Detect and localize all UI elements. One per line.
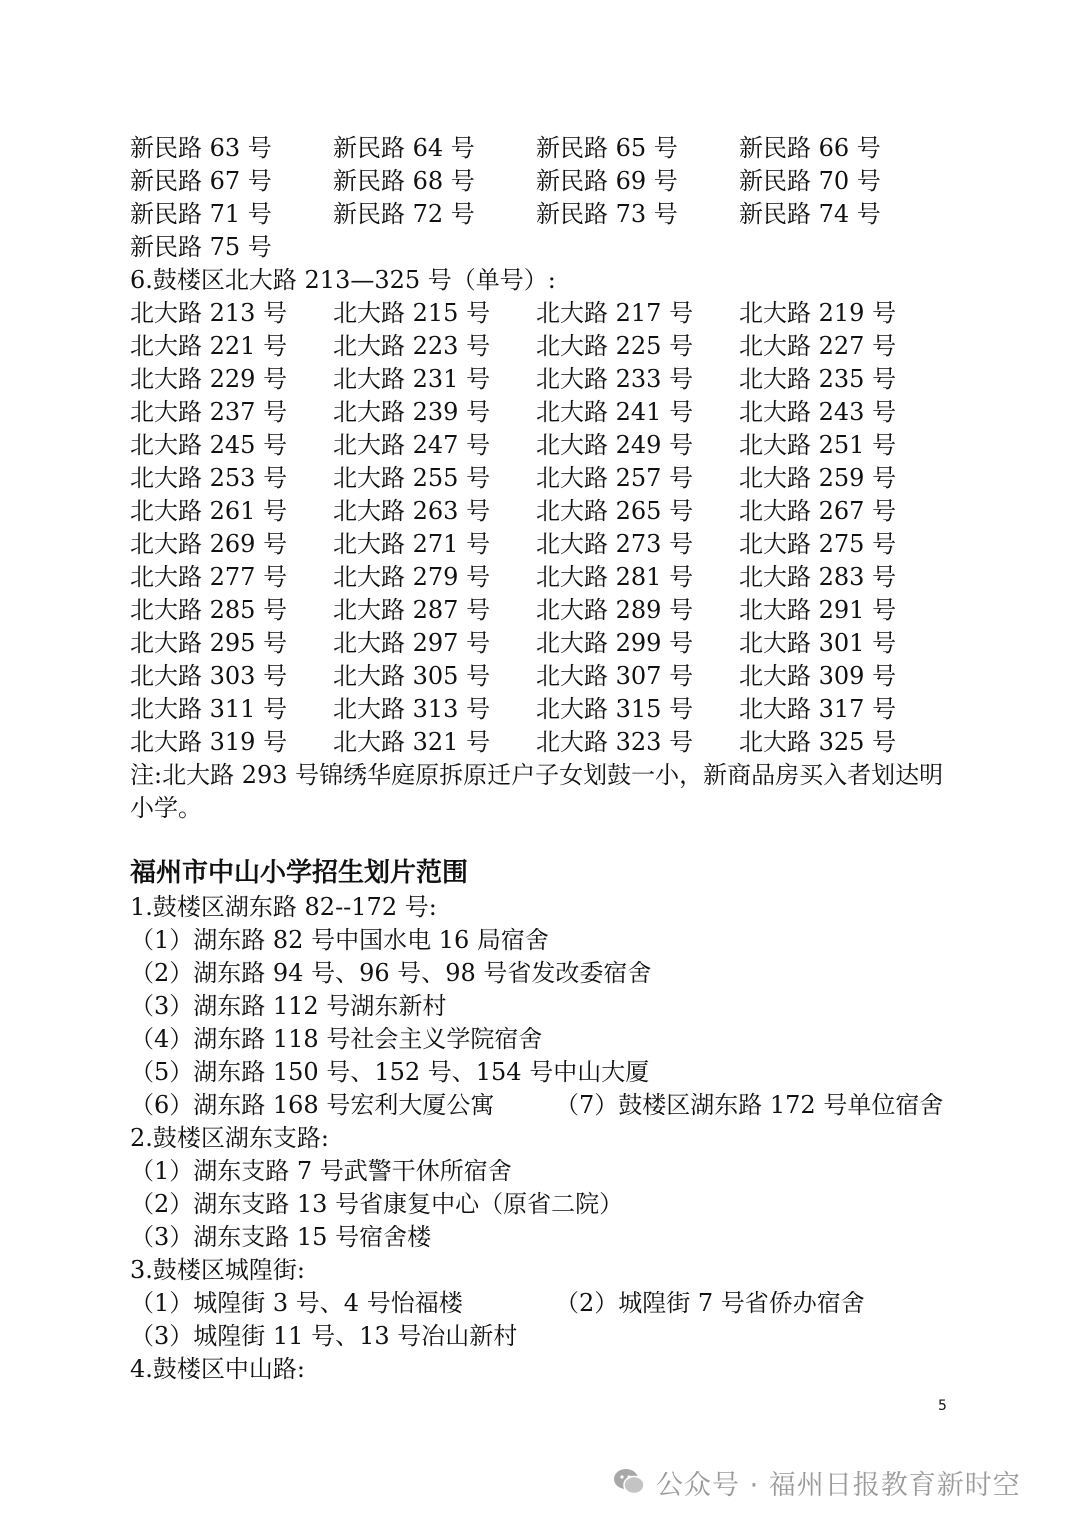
beida-road-address: 北大路 301 号 xyxy=(739,629,897,657)
beida-road-address: 北大路 289 号 xyxy=(536,596,694,624)
zhongshan-range-item: （5）湖东路 150 号、152 号、154 号中山大厦 xyxy=(130,1058,650,1086)
beida-road-address: 北大路 241 号 xyxy=(536,398,694,426)
zhongshan-range-item: （4）湖东路 118 号社会主义学院宿舍 xyxy=(130,1025,543,1053)
beida-road-address: 北大路 277 号 xyxy=(130,563,288,591)
beida-road-address: 北大路 273 号 xyxy=(536,530,694,558)
zhongshan-range-item: （3）城隍街 11 号、13 号冶山新村 xyxy=(130,1322,518,1350)
beida-road-address: 北大路 283 号 xyxy=(739,563,897,591)
beida-road-address: 北大路 305 号 xyxy=(333,662,491,690)
zhongshan-range-item: （3）湖东路 112 号湖东新村 xyxy=(130,992,447,1020)
zhongshan-range-item: （1）湖东支路 7 号武警干休所宿舍 xyxy=(130,1157,512,1185)
beida-road-address: 北大路 319 号 xyxy=(130,728,288,756)
beida-road-address: 北大路 279 号 xyxy=(333,563,491,591)
xinmin-road-address: 新民路 67 号 xyxy=(130,167,272,195)
beida-road-address: 北大路 231 号 xyxy=(333,365,491,393)
zhongshan-range-item: （7）鼓楼区湖东路 172 号单位宿舍 xyxy=(555,1091,944,1119)
beida-road-address: 北大路 259 号 xyxy=(739,464,897,492)
wechat-official-account-icon xyxy=(612,1467,646,1497)
note-text: 注:北大路 293 号锦绣华庭原拆原迁户子女划鼓一小，新商品房买入者划达明小学。 xyxy=(130,761,944,822)
beida-road-address: 北大路 299 号 xyxy=(536,629,694,657)
zhongshan-range-item: 4.鼓楼区中山路: xyxy=(130,1355,305,1383)
beida-road-address: 北大路 281 号 xyxy=(536,563,694,591)
beida-road-address: 北大路 271 号 xyxy=(333,530,491,558)
beida-road-address: 北大路 291 号 xyxy=(739,596,897,624)
beida-road-address: 北大路 227 号 xyxy=(739,332,897,360)
xinmin-road-address: 新民路 71 号 xyxy=(130,200,272,228)
beida-road-address: 北大路 265 号 xyxy=(536,497,694,525)
beida-road-address: 北大路 307 号 xyxy=(536,662,694,690)
beida-road-address: 北大路 221 号 xyxy=(130,332,288,360)
beida-road-address: 北大路 233 号 xyxy=(536,365,694,393)
beida-road-address: 北大路 245 号 xyxy=(130,431,288,459)
xinmin-road-address: 新民路 65 号 xyxy=(536,134,678,162)
beida-road-address: 北大路 261 号 xyxy=(130,497,288,525)
beida-road-address: 北大路 275 号 xyxy=(739,530,897,558)
beida-road-address: 北大路 251 号 xyxy=(739,431,897,459)
beida-road-address: 北大路 253 号 xyxy=(130,464,288,492)
xinmin-road-address: 新民路 69 号 xyxy=(536,167,678,195)
zhongshan-range-item: （6）湖东路 168 号宏利大厦公寓 xyxy=(130,1091,495,1119)
beida-road-address: 北大路 297 号 xyxy=(333,629,491,657)
beida-road-address: 北大路 237 号 xyxy=(130,398,288,426)
beida-road-address: 北大路 247 号 xyxy=(333,431,491,459)
beida-road-address: 北大路 243 号 xyxy=(739,398,897,426)
xinmin-road-address: 新民路 66 号 xyxy=(739,134,881,162)
beida-road-address: 北大路 325 号 xyxy=(739,728,897,756)
beida-road-address: 北大路 217 号 xyxy=(536,299,694,327)
beida-road-address: 北大路 321 号 xyxy=(333,728,491,756)
beida-road-address: 北大路 239 号 xyxy=(333,398,491,426)
beida-road-address: 北大路 315 号 xyxy=(536,695,694,723)
xinmin-road-address: 新民路 72 号 xyxy=(333,200,475,228)
xinmin-road-address: 新民路 63 号 xyxy=(130,134,272,162)
beida-road-address: 北大路 313 号 xyxy=(333,695,491,723)
page-number: 5 xyxy=(938,1398,947,1414)
beida-road-address: 北大路 269 号 xyxy=(130,530,288,558)
beida-road-address: 北大路 317 号 xyxy=(739,695,897,723)
beida-road-address: 北大路 295 号 xyxy=(130,629,288,657)
beida-road-address: 北大路 303 号 xyxy=(130,662,288,690)
zhongshan-range-item: （1）湖东路 82 号中国水电 16 局宿舍 xyxy=(130,926,549,954)
beida-road-address: 北大路 249 号 xyxy=(536,431,694,459)
beida-road-address: 北大路 309 号 xyxy=(739,662,897,690)
beida-road-address: 北大路 285 号 xyxy=(130,596,288,624)
beida-road-address: 北大路 323 号 xyxy=(536,728,694,756)
beida-road-address: 北大路 213 号 xyxy=(130,299,288,327)
beida-road-address: 北大路 225 号 xyxy=(536,332,694,360)
watermark xyxy=(612,1462,1021,1502)
beida-road-address: 北大路 223 号 xyxy=(333,332,491,360)
beida-road-address: 北大路 255 号 xyxy=(333,464,491,492)
xinmin-road-address: 新民路 74 号 xyxy=(739,200,881,228)
xinmin-road-address: 新民路 68 号 xyxy=(333,167,475,195)
beida-road-address: 北大路 229 号 xyxy=(130,365,288,393)
beida-road-address: 北大路 219 号 xyxy=(739,299,897,327)
beida-road-address: 北大路 263 号 xyxy=(333,497,491,525)
zhongshan-range-item: 1.鼓楼区湖东路 82--172 号: xyxy=(130,893,437,921)
beida-road-address: 北大路 287 号 xyxy=(333,596,491,624)
zhongshan-range-item: （2）湖东支路 13 号省康复中心（原省二院） xyxy=(130,1190,624,1218)
xinmin-road-address: 新民路 64 号 xyxy=(333,134,475,162)
beida-road-address: 北大路 257 号 xyxy=(536,464,694,492)
xinmin-road-address: 新民路 75 号 xyxy=(130,233,272,261)
zhongshan-range-item: （2）湖东路 94 号、96 号、98 号省发改委宿舍 xyxy=(130,959,652,987)
xinmin-road-address: 新民路 73 号 xyxy=(536,200,678,228)
xinmin-road-address: 新民路 70 号 xyxy=(739,167,881,195)
section-6-title: 6.鼓楼区北大路 213—325 号（单号）: xyxy=(130,266,556,294)
zhongshan-range-item: （3）湖东支路 15 号宿舍楼 xyxy=(130,1223,432,1251)
zhongshan-school-title: 福州市中山小学招生划片范围 xyxy=(130,858,469,888)
beida-road-address: 北大路 235 号 xyxy=(739,365,897,393)
beida-road-address: 北大路 311 号 xyxy=(130,695,288,723)
beida-road-address: 北大路 267 号 xyxy=(739,497,897,525)
beida-road-address: 北大路 215 号 xyxy=(333,299,491,327)
zhongshan-range-item: （1）城隍街 3 号、4 号怡福楼 xyxy=(130,1289,463,1317)
watermark-text: 公众号 · 福州日报教育新时空 xyxy=(656,1469,1021,1501)
zhongshan-range-item: （2）城隍街 7 号省侨办宿舍 xyxy=(555,1289,865,1317)
zhongshan-range-item: 2.鼓楼区湖东支路: xyxy=(130,1124,329,1152)
zhongshan-range-item: 3.鼓楼区城隍街: xyxy=(130,1256,305,1284)
